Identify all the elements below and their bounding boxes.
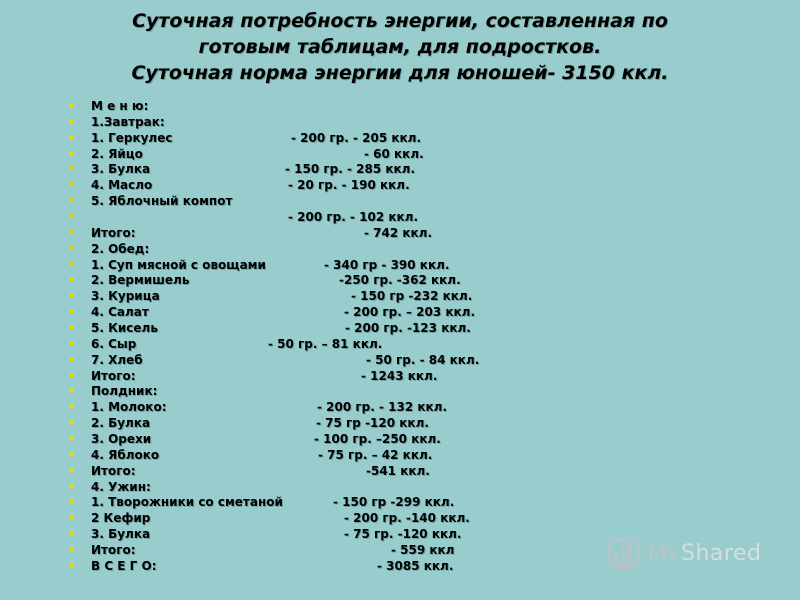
bullet-icon: • xyxy=(68,99,76,113)
bullet-icon: • xyxy=(68,305,76,320)
item-value: - 50 гр. – 81 ккл. xyxy=(268,336,383,351)
list-item xyxy=(68,242,628,258)
item-value: -541 ккл. xyxy=(366,463,430,478)
myshared-logo-text xyxy=(648,540,761,568)
item-name: Итого: xyxy=(91,225,136,240)
list-item xyxy=(68,480,628,496)
bullet-icon: • xyxy=(68,162,76,177)
item-value: - 50 гр. - 84 ккл. xyxy=(366,352,480,367)
bullet-icon: • xyxy=(68,289,76,304)
item-name: 4. Масло xyxy=(91,178,153,193)
list-item xyxy=(68,273,628,289)
item-name: В С Е Г О: xyxy=(91,558,157,573)
item-name: 4. Ужин: xyxy=(91,479,151,494)
list-item xyxy=(68,353,628,369)
item-value: - 200 гр. – 203 ккл. xyxy=(344,305,476,320)
bullet-icon: • xyxy=(68,368,76,383)
list-item xyxy=(68,194,628,210)
bullet-icon: • xyxy=(68,447,76,462)
bullet-icon: • xyxy=(68,130,76,145)
item-value: - 100 гр. –250 ккл. xyxy=(314,432,441,447)
list-item xyxy=(68,162,628,178)
bullet-icon: • xyxy=(68,273,76,288)
item-name: 1.Завтрак: xyxy=(91,114,165,129)
item-name: 2. Обед: xyxy=(91,241,150,256)
item-name: 3. Орехи xyxy=(91,432,152,447)
list-item xyxy=(68,416,628,432)
item-name: 3. Булка xyxy=(91,527,151,542)
item-value: - 150 гр -299 ккл. xyxy=(333,495,455,510)
title-line-3: Суточная норма энергии для юношей- 3150 ккл. xyxy=(131,62,669,84)
bullet-icon: • xyxy=(68,241,76,256)
item-value: - 75 гр. – 42 ккл. xyxy=(318,447,433,462)
bullet-icon: • xyxy=(68,210,76,225)
item-name: 1. Суп мясной с овощами xyxy=(91,257,266,272)
list-item xyxy=(68,432,628,448)
item-value: - 60 ккл. xyxy=(364,146,424,161)
bullet-icon: • xyxy=(68,463,76,478)
myshared-watermark xyxy=(608,537,768,571)
item-name: Итого: xyxy=(91,463,136,478)
item-name: 1. Творожники со сметаной xyxy=(91,495,283,510)
bullet-icon: • xyxy=(68,352,76,367)
list-item xyxy=(68,511,628,527)
item-value: - 20 гр. - 190 ккл. xyxy=(288,178,410,193)
list-item xyxy=(68,495,628,511)
list-item xyxy=(68,258,628,274)
list-item xyxy=(68,210,628,226)
bullet-icon: • xyxy=(68,225,76,240)
item-name: 3. Курица xyxy=(91,289,160,304)
menu-list xyxy=(68,99,628,575)
item-value: - 150 гр -232 ккл. xyxy=(351,289,473,304)
bullet-icon: • xyxy=(68,543,76,558)
bullet-icon: • xyxy=(68,432,76,447)
item-name: М е н ю: xyxy=(91,99,149,113)
bullet-icon: • xyxy=(68,495,76,510)
item-name: 2. Булка xyxy=(91,416,151,431)
logo-text-my: My xyxy=(648,541,682,566)
item-value: - 340 гр - 390 ккл. xyxy=(324,257,450,272)
item-name: 2. Вермишель xyxy=(91,273,190,288)
item-value: - 200 гр. - 102 ккл. xyxy=(288,210,419,225)
bullet-icon: • xyxy=(68,114,76,129)
list-item xyxy=(68,464,628,480)
bullet-icon: • xyxy=(68,527,76,542)
list-item xyxy=(68,321,628,337)
item-value: - 200 гр. - 132 ккл. xyxy=(317,400,448,415)
list-item xyxy=(68,400,628,416)
list-item xyxy=(68,289,628,305)
list-item xyxy=(68,448,628,464)
bullet-icon: • xyxy=(68,558,76,573)
item-name: 1. Геркулес xyxy=(91,130,173,145)
item-value: -250 гр. -362 ккл. xyxy=(339,273,461,288)
title-line-2: готовым таблицам, для подростков. xyxy=(198,36,602,58)
bullet-icon: • xyxy=(68,416,76,431)
list-item xyxy=(68,147,628,163)
item-name: 2 Кефир xyxy=(91,511,151,526)
item-name: 3. Булка xyxy=(91,162,151,177)
bullet-icon: • xyxy=(68,384,76,399)
bullet-icon: • xyxy=(68,400,76,415)
bullet-icon: • xyxy=(68,146,76,161)
list-item xyxy=(68,226,628,242)
item-name: Полдник: xyxy=(91,384,158,399)
item-name: Итого: xyxy=(91,368,136,383)
item-value: - 150 гр. - 285 ккл. xyxy=(285,162,416,177)
item-name: 2. Яйцо xyxy=(91,146,143,161)
list-item xyxy=(68,115,628,131)
slide-title xyxy=(40,8,760,86)
bullet-icon: • xyxy=(68,178,76,193)
list-item xyxy=(68,337,628,353)
bullet-icon: • xyxy=(68,194,76,209)
list-item xyxy=(68,384,628,400)
item-value: - 75 гр -120 ккл. xyxy=(316,416,429,431)
item-name: 5. Кисель xyxy=(91,321,158,336)
myshared-logo-icon xyxy=(608,537,644,571)
list-item xyxy=(68,178,628,194)
item-value: - 559 ккл xyxy=(391,543,455,558)
item-name: Итого: xyxy=(91,543,136,558)
item-name: 5. Яблочный компот xyxy=(91,194,233,209)
item-name: 4. Салат xyxy=(91,305,149,320)
item-value: - 1243 ккл. xyxy=(361,368,438,383)
item-value: - 200 гр. -123 ккл. xyxy=(345,321,471,336)
item-value: - 75 гр. -120 ккл. xyxy=(344,527,462,542)
list-item xyxy=(68,543,628,559)
item-value: - 200 гр. -140 ккл. xyxy=(344,511,470,526)
list-item xyxy=(68,527,628,543)
bullet-icon: • xyxy=(68,479,76,494)
bullet-icon: • xyxy=(68,511,76,526)
list-item xyxy=(68,131,628,147)
list-item xyxy=(68,305,628,321)
list-item xyxy=(68,99,628,115)
item-name: 7. Хлеб xyxy=(91,352,143,367)
bullet-icon: • xyxy=(68,257,76,272)
item-value: - 742 ккл. xyxy=(364,225,433,240)
list-item xyxy=(68,559,628,575)
logo-text-shared: Shared xyxy=(681,541,762,566)
bullet-icon: • xyxy=(68,336,76,351)
bullet-icon: • xyxy=(68,321,76,336)
item-value: - 3085 ккл. xyxy=(377,558,454,573)
item-name: 1. Молоко: xyxy=(91,400,167,415)
title-line-1: Суточная потребность энергии, составленная по xyxy=(132,10,668,32)
item-name: 4. Яблоко xyxy=(91,447,160,462)
item-value: - 200 гр. - 205 ккл. xyxy=(291,130,422,145)
list-item xyxy=(68,369,628,385)
item-name: 6. Сыр xyxy=(91,336,137,351)
